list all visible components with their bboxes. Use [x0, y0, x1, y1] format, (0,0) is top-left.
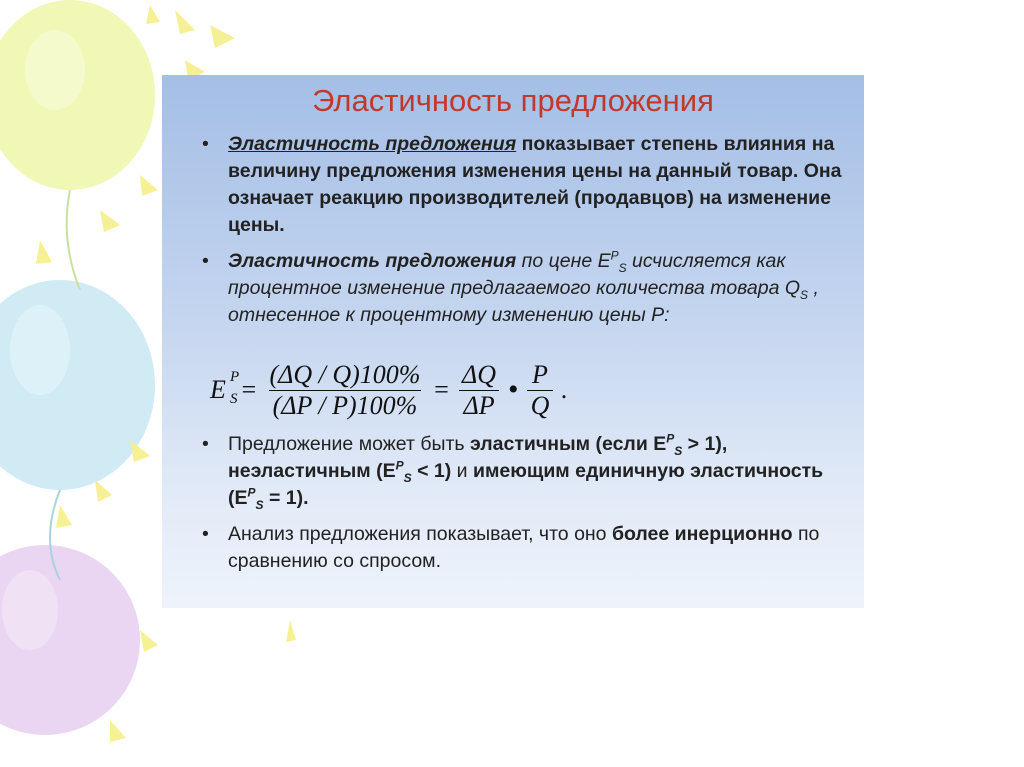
bullet-inertia: • Анализ предложения показывает, что оно более инерционно по сравнению со спросом.: [202, 523, 820, 572]
bullet-marker: •: [202, 523, 209, 545]
bullet-list-lower: [202, 431, 842, 584]
definition-text: показывает степень влияния на величину предложения изменения цены на данный товар. Она означает реакцию производителей (продавцов) на изменение цены.: [228, 133, 842, 236]
bullet-marker: •: [202, 433, 209, 455]
bullet-marker: •: [202, 250, 209, 272]
elasticity-formula: E P S = $\frac{(\Delta Q / Q)100\%}{(\Delta P / P)100\%}$ = $\frac{\Delta Q}{\Delta P}$ • $\frac{P}{Q}$ .: [210, 359, 568, 420]
bullet-marker: •: [202, 133, 209, 155]
content-panel: [162, 75, 864, 608]
bullet-list: [202, 131, 842, 338]
percent-fraction: $\frac{(\Delta Q / Q)100\%}{(\Delta P / P)100\%}$: [269, 359, 421, 420]
term-elasticity: Эластичность предложения: [228, 133, 517, 155]
term-elasticity: Эластичность предложения: [228, 250, 517, 272]
price-quantity-fraction: $\frac{P}{Q}$: [527, 360, 554, 421]
bullet-types: • Предложение может быть эластичным (если $E^P_S > 1$), неэластичным $(E^P_S < 1)$ и имеющим единичную эластичность $(E^P_S = 1)$.: [202, 431, 824, 512]
bullet-definition: [202, 131, 842, 239]
delta-fraction: $\frac{\Delta Q}{\Delta P}$: [458, 360, 500, 421]
bullet-calculation: • Эластичность предложения по цене $E^P_S$ исчисляется как процентное изменение предлагаемого количества товара $Q_S$ , отнесенное к процентному изменению цены P:: [202, 248, 819, 326]
slide-title: Эластичность предложения: [312, 83, 714, 118]
